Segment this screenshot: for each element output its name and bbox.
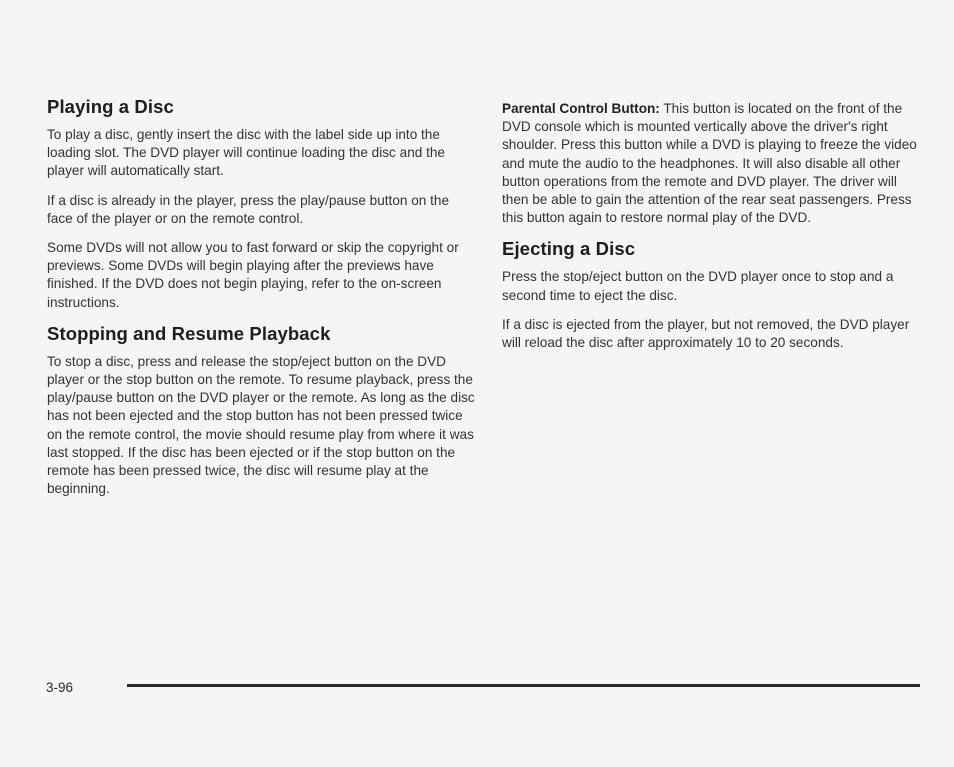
term-parental-control-button: Parental Control Button: <box>502 101 660 116</box>
page-number: 3-96 <box>46 680 74 695</box>
paragraph-insert-disc: To play a disc, gently insert the disc with the label side up into the loading slot. The DVD player will continue loading the disc and the player will automatically start. <box>47 127 445 179</box>
paragraph-eject-press: Press the stop/eject button on the DVD player once to stop and a second time to eject the disc. <box>502 269 894 303</box>
paragraph-stop-resume: To stop a disc, press and release the stop/eject button on the DVD player or the stop button on the remote. To resume playback, press the play/pause button on the DVD player or the remote. As long as the disc has not been ejected and the stop button has not been pressed twice on the remote control, the movie should resume play from where it was last stopped. If the disc has been ejected or if the stop button on the remote has been pressed twice, the disc will resume play at the beginning. <box>47 353 475 497</box>
paragraph-eject-reload: If a disc is ejected from the player, but not removed, the DVD player will reload the disc after approximately 10 to 20 seconds. <box>502 316 910 351</box>
paragraph-disc-already-in-player: If a disc is already in the player, press the play/pause button on the face of the player or on the remote control. <box>47 192 450 226</box>
paragraph-parental-control <box>502 100 922 227</box>
heading-ejecting-a-disc: Ejecting a Disc <box>502 238 636 260</box>
footer-rule <box>127 684 920 687</box>
heading-playing-a-disc: Playing a Disc <box>47 96 174 117</box>
paragraph-fast-forward-skip: Some DVDs will not allow you to fast forward or skip the copyright or previews. Some DVDs will begin playing after the previews have finished. If the DVD does not begin playing, refer to the on-screen instructions. <box>47 240 459 310</box>
right-column <box>502 100 922 363</box>
parental-control-description: This button is located on the front of the DVD console which is mounted vertically above the driver's right shoulder. Press this button while a DVD is playing to freeze the video and mute the audio to the headphones. It will also disable all other button operations from the remote and DVD player. The driver will then be able to gain the attention of the rear seat passengers. Press this button again to restore normal play of the DVD. <box>502 101 917 226</box>
left-column <box>47 96 477 509</box>
heading-stopping-and-resume-playback: Stopping and Resume Playback <box>47 322 331 344</box>
